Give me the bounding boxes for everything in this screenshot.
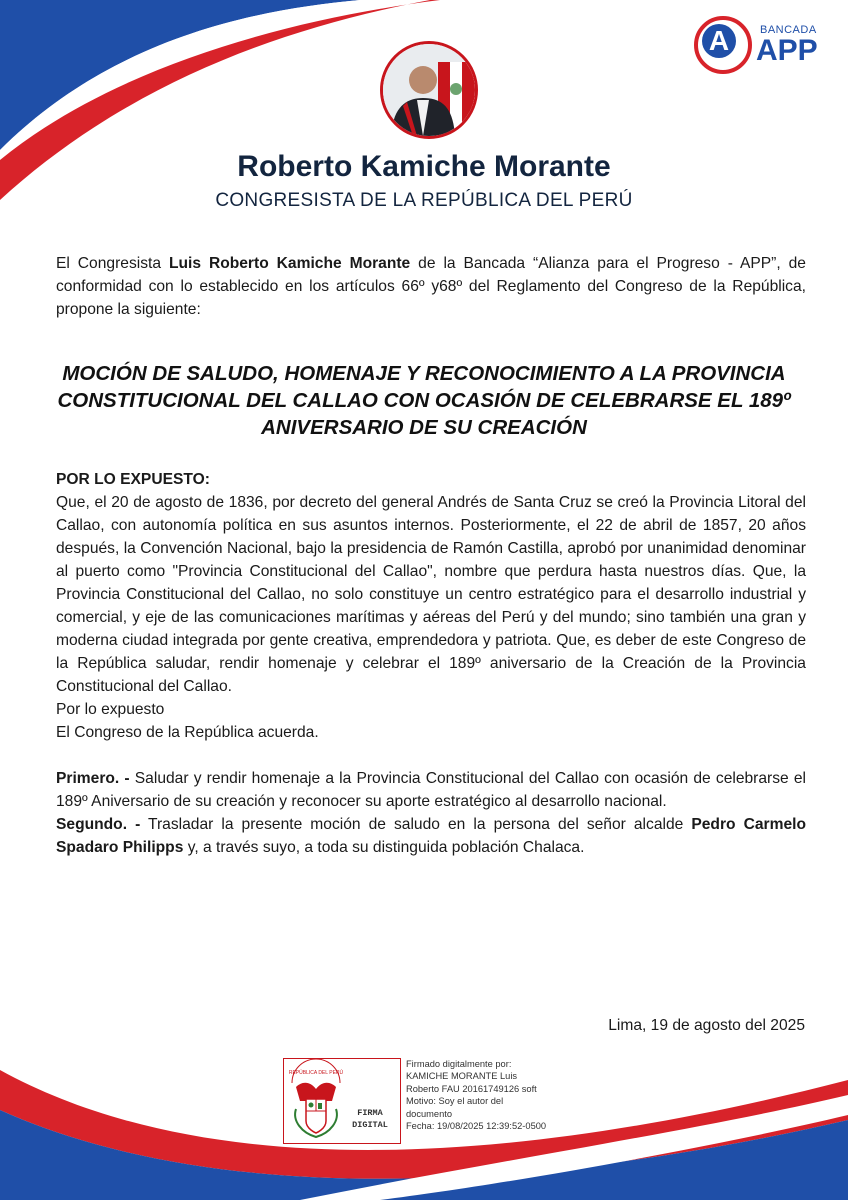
primero-label: Primero. - <box>56 770 130 787</box>
congressman-role: CONGRESISTA DE LA REPÚBLICA DEL PERÚ <box>215 190 633 211</box>
segundo-item <box>56 813 806 859</box>
peru-seal-icon <box>284 1059 400 1143</box>
primero-text: Saludar y rendir homenaje a la Provincia Constitucional del Callao con ocasión de celebrarse el 189º Aniversario de su creación y reconocer su aporte estratégico al desarrollo nacional. <box>56 770 806 810</box>
digital-signature-seal <box>283 1058 401 1144</box>
logo-mark: A <box>702 24 736 58</box>
intro-text-2: de la Bancada “Alianza para el Progreso - APP”, de conformidad con lo establecido en los artículos 66º y68º del Reglamento del Congreso de la República, propone la siguiente: <box>56 255 806 318</box>
seal-label-1: FIRMA <box>357 1108 383 1118</box>
segundo-text-1: Trasladar la presente moción de saludo en la persona del señor alcalde <box>140 816 692 833</box>
signature-line: Firmado digitalmente por: <box>406 1059 512 1069</box>
logo-small-text: BANCADA <box>760 24 817 36</box>
body-line-1: Por lo expuesto <box>56 701 165 718</box>
app-logo <box>694 16 834 80</box>
signature-line: documento <box>406 1108 452 1119</box>
congressman-photo <box>380 41 478 139</box>
motion-body <box>56 468 806 859</box>
body-heading: POR LO EXPUESTO: <box>56 471 210 488</box>
segundo-text-2: y, a través suyo, a toda su distinguida población Chalaca. <box>183 839 585 856</box>
body-paragraph: Que, el 20 de agosto de 1836, por decreto del general Andrés de Santa Cruz se creó la Provincia Litoral del Callao, con autonomía política en sus asuntos internos. Posteriormente, el 22 de abril de 1857, 20 años después, la Convención Nacional, bajo la presidencia de Ramón Castilla, aprobó por unanimidad denominar al puerto como "Provincia Constitucional del Callao", nombre que perdura hasta nuestros días. Que, la Provincia Constitucional del Callao, no solo constituye un centro estratégico para el desarrollo industrial y comercial, y eje de las comunicaciones marítimas y aéreas del Perú y del mundo; sino también una gran y moderna ciudad integrada por gente creativa, emprendedora y patriota. Que, es deber de este Congreso de la República saludar, rendir homenaje y celebrar el 189º aniversario de la Creación de la Provincia Constitucional del Callao. <box>56 494 806 695</box>
body-line-2: El Congreso de la República acuerda. <box>56 724 319 741</box>
signature-line: Roberto FAU 20161749126 soft <box>406 1083 537 1094</box>
primero-item <box>56 767 806 813</box>
seal-label-2: DIGITAL <box>352 1120 388 1130</box>
portrait-icon <box>383 44 475 136</box>
signature-line: KAMICHE MORANTE Luis <box>406 1071 518 1082</box>
motion-title: MOCIÓN DE SALUDO, HOMENAJE Y RECONOCIMIENTO A LA PROVINCIA CONSTITUCIONAL DEL CALLAO CON OCASIÓN DE CELEBRARSE EL 189º ANIVERSARIO DE SU CREACIÓN <box>57 362 791 439</box>
signature-line: Motivo: Soy el autor del <box>406 1096 504 1107</box>
document-date: Lima, 19 de agosto del 2025 <box>608 1017 805 1034</box>
signature-details <box>406 1058 566 1132</box>
segundo-bold-name: Pedro Carmelo Spadaro Philipps <box>56 816 806 856</box>
segundo-label: Segundo. - <box>56 816 141 833</box>
logo-big-text: APP <box>756 34 818 67</box>
seal-top-text: REPÚBLICA DEL PERÚ <box>288 1070 344 1076</box>
intro-bold-name: Luis Roberto Kamiche Morante <box>168 255 411 272</box>
intro-text-1: El Congresista <box>56 255 169 272</box>
intro-paragraph <box>56 252 806 321</box>
signature-line: Fecha: 19/08/2025 12:39:52-0500 <box>406 1121 547 1132</box>
congressman-name: Roberto Kamiche Morante <box>237 150 611 183</box>
